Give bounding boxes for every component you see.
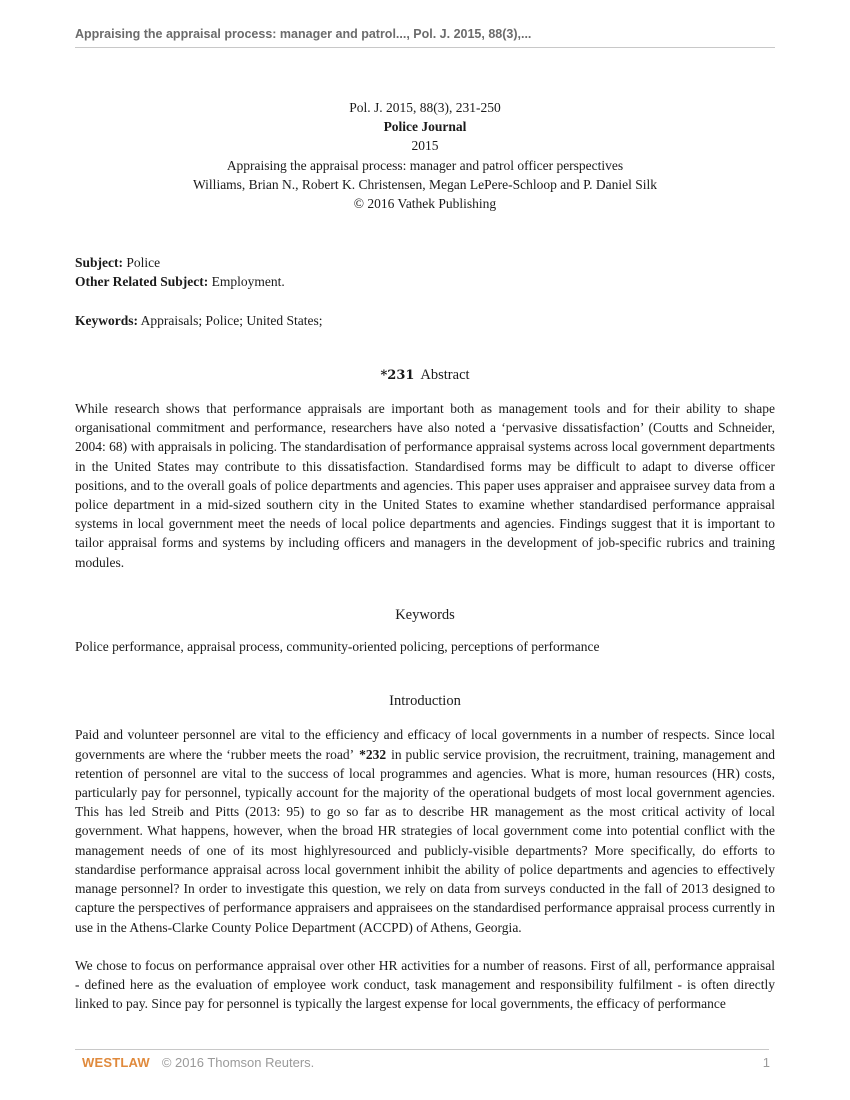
publication-year: 2015: [411, 138, 439, 154]
running-header: Appraising the appraisal process: manager and patrol..., Pol. J. 2015, 88(3),...: [75, 27, 532, 41]
intro-p1-part2: in public service provision, the recruitment, training, management and retention of personnel are vital to the success of local programmes and agencies. What is more, human resources (HR) costs, particularly pay for personnel, typically account for the majority of the operational budgets of most local government agencies. This has led Streib and Pitts (2013: 95) to go so far as to describe HR management as the most critical activity of local government. What happens, however, when the broad HR strategies of local government come into potential conflict with the management needs of one of its most highlyresourced and publicly-visible departments? More specifically, do efforts to standardise performance appraisal across local government inhibit the ability of police departments and agencies to effectively manage personnel? In order to investigate this question, we rely on data from surveys conducted in the fall of 2013 designed to capture the perspectives of performance appraisers and appraisees on the standardised performance appraisal process currently in use in the Athens-Clarke County Police Department (ACCPD) of Athens, Georgia.: [75, 746, 775, 935]
journal-name: Police Journal: [383, 119, 467, 135]
front-matter: [75, 98, 775, 213]
star-page-232: *232: [359, 746, 387, 762]
intro-p1-part1: Paid and volunteer personnel are vital to the efficiency and efficacy of local governments in a number of respects. Since local governments are where the ‘rubber meets the road’: [75, 727, 775, 762]
footer-divider: [75, 1049, 769, 1050]
subject-row: [75, 253, 775, 272]
keywords-row: [75, 311, 775, 330]
westlaw-logo: WESTLAW: [82, 1055, 150, 1070]
keywords-label: Keywords:: [75, 312, 138, 328]
page-footer: [82, 1055, 770, 1070]
keywords-value: Appraisals; Police; United States;: [138, 312, 323, 328]
other-subject-value: Employment.: [208, 274, 285, 290]
authors: Williams, Brian N., Robert K. Christensen, Megan LePere-Schloop and P. Daniel Silk: [192, 176, 657, 192]
footer-copyright: © 2016 Thomson Reuters.: [161, 1055, 315, 1070]
header-divider: [75, 47, 775, 48]
citation: Pol. J. 2015, 88(3), 231-250: [349, 100, 501, 115]
subject-value: Police: [123, 255, 161, 271]
introduction-heading: Introduction: [389, 693, 461, 710]
abstract-title: Abstract: [420, 366, 470, 383]
keywords-text: Police performance, appraisal process, community-oriented policing, perceptions of performance: [75, 639, 600, 655]
other-subject-label: Other Related Subject:: [75, 274, 209, 290]
introduction-paragraph-1: [75, 725, 775, 936]
abstract-heading: [75, 366, 775, 385]
keywords-heading: Keywords: [395, 606, 455, 623]
abstract-text: While research shows that performance appraisals are important both as management tools and for their ability to shape organisational commitment and performance, researchers have also noted a ‘pervasive dissatisfaction’ (Coutts and Schneider, 2004: 68) with appraisals in policing. The standardisation of performance appraisal systems across local government departments in the United States may contribute to this dissatisfaction. Standardised forms may be difficult to adapt to diverse officer positions, and to the overall goals of police departments and agencies. This paper uses appraiser and appraisee survey data from a police department in a mid-sized southern city in the United States to examine whether standardised performance appraisal systems in local government meet the needs of local police departments and agencies. Findings suggest that it is important to tailor appraisal forms and systems by including officers and managers in the development of job-specific rubrics and training modules.: [75, 401, 775, 570]
article-title: Appraising the appraisal process: manager and patrol officer perspectives: [226, 157, 624, 173]
document-body: [75, 98, 775, 1013]
introduction-paragraph-2: We chose to focus on performance appraisal over other HR activities for a number of reasons. First of all, performance appraisal - defined here as the evaluation of employee work conduct, task management and responsibility fulfilment - is often directly linked to pay. Since pay for personnel is typically the largest expense for local governments, the efficacy of performance: [75, 957, 775, 1012]
page-number: 1: [762, 1055, 770, 1070]
subject-metadata: [75, 253, 775, 330]
subject-label: Subject:: [75, 255, 123, 271]
copyright-line: © 2016 Vathek Publishing: [353, 196, 497, 212]
star-page-231: *231: [380, 367, 415, 383]
other-subject-row: [75, 272, 775, 291]
